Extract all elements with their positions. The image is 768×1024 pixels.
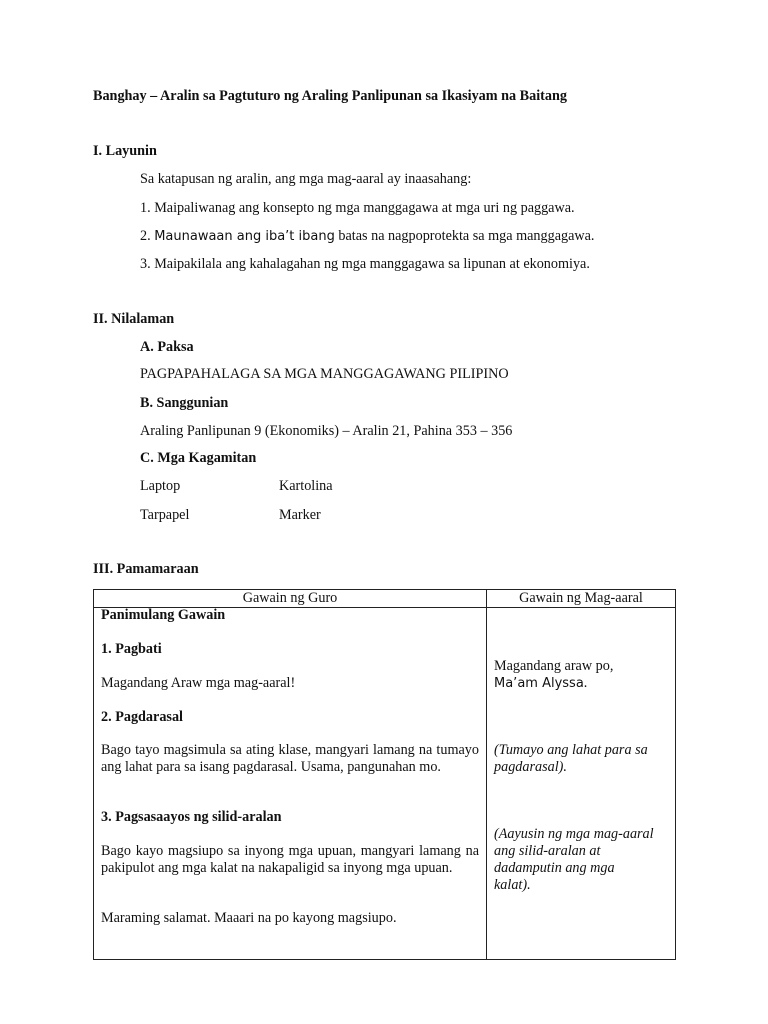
pagdarasal-heading: 2. Pagdarasal — [101, 709, 183, 725]
kagamitan-kartolina: Kartolina — [279, 478, 333, 494]
pagdarasal-text: Bago tayo magsimula sa ating klase, mangyari lamang na tumayo ang lahat para sa isang pagdarasal. Usama, pangunahan mo. — [101, 742, 479, 775]
pagbati-heading: 1. Pagbati — [101, 641, 162, 657]
table-header-row — [94, 590, 676, 608]
guro-cell — [94, 608, 487, 960]
layunin-item-2-sans: Maunawaan ang iba’t ibang — [154, 229, 335, 244]
sanggunian-text: Araling Panlipunan 9 (Ekonomiks) – Aralin 21, Pahina 353 – 356 — [140, 423, 513, 439]
layunin-item-2 — [140, 228, 594, 245]
sanggunian-heading: B. Sanggunian — [140, 395, 229, 411]
paksa-heading: A. Paksa — [140, 339, 194, 355]
column-header-magaaral: Gawain ng Mag-aaral — [487, 590, 676, 608]
panimula-heading: Panimulang Gawain — [101, 607, 226, 623]
magaaral-pagsasaayos-line-2: ang silid-aralan at — [494, 843, 601, 859]
magaaral-pagsasaayos-line-4: kalat). — [494, 877, 531, 893]
layunin-intro: Sa katapusan ng aralin, ang mga mag-aaral ay inaasahang: — [140, 171, 472, 187]
magaaral-pagbati-name: Ma’am Alyssa — [494, 676, 584, 691]
pamamaraan-table — [93, 589, 676, 960]
document-title: Banghay – Aralin sa Pagtuturo ng Araling Panlipunan sa Ikasiyam na Baitang — [93, 88, 567, 104]
magaaral-pagsasaayos-line-1: (Aayusin ng mga mag-aaral — [494, 826, 654, 842]
salamat-text: Maraming salamat. Maaari na po kayong magsiupo. — [101, 910, 397, 926]
magaaral-pagbati-line-1: Magandang araw po, — [494, 658, 614, 674]
pagbati-text: Magandang Araw mga mag-aaral! — [101, 675, 296, 691]
nilalaman-heading: II. Nilalaman — [93, 311, 175, 327]
magaaral-cell — [487, 608, 676, 960]
pagsasaayos-heading: 3. Pagsasaayos ng silid-aralan — [101, 809, 282, 825]
magaaral-pagbati-line-2 — [494, 675, 668, 692]
table-row — [94, 608, 676, 960]
magaaral-pagsasaayos-line-3: dadamputin ang mga — [494, 860, 615, 876]
layunin-heading: I. Layunin — [93, 143, 157, 159]
column-header-guro: Gawain ng Guro — [94, 590, 487, 608]
kagamitan-heading: C. Mga Kagamitan — [140, 450, 257, 466]
layunin-item-2-prefix: 2. — [140, 228, 155, 244]
layunin-item-2-rest: batas na nagpoprotekta sa mga manggagawa. — [334, 228, 595, 244]
paksa-text: PAGPAPAHALAGA SA MGA MANGGAGAWANG PILIPINO — [140, 366, 509, 382]
layunin-item-3: 3. Maipakilala ang kahalagahan ng mga manggagawa sa lipunan at ekonomiya. — [140, 256, 590, 272]
magaaral-pagbati-period: . — [583, 675, 588, 691]
kagamitan-tarpapel: Tarpapel — [140, 507, 190, 523]
kagamitan-marker: Marker — [279, 507, 321, 523]
pagsasaayos-text: Bago kayo magsiupo sa inyong mga upuan, mangyari lamang na pakipulot ang mga kalat na nakapaligid sa inyong mga upuan. — [101, 843, 479, 876]
pamamaraan-heading: III. Pamamaraan — [93, 561, 199, 577]
magaaral-pagdarasal-line-1: (Tumayo ang lahat para sa — [494, 742, 648, 758]
layunin-item-1: 1. Maipaliwanag ang konsepto ng mga manggagawa at mga uri ng paggawa. — [140, 200, 575, 216]
kagamitan-laptop: Laptop — [140, 478, 181, 494]
magaaral-pagdarasal-line-2: pagdarasal). — [494, 759, 567, 775]
